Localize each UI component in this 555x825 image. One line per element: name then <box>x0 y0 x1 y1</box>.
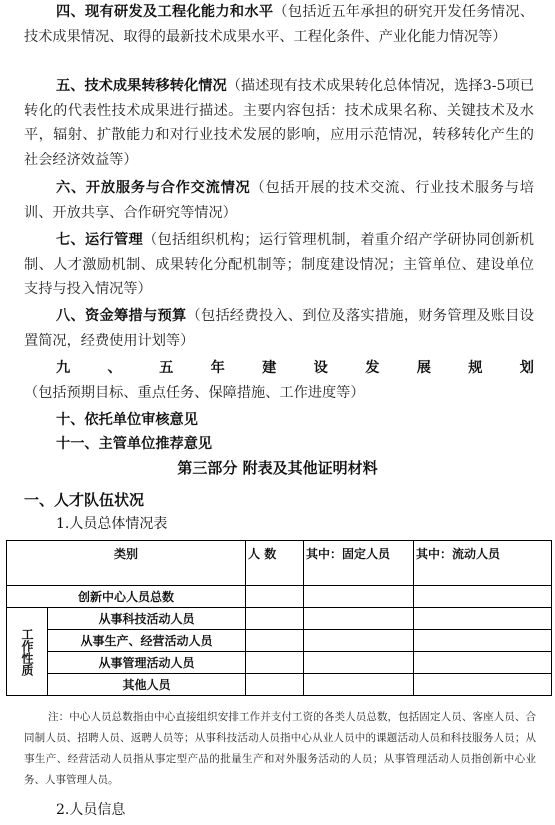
personnel-info-subtitle: 2.人员信息 <box>56 802 126 818</box>
talent-section-title: 一、人才队伍状况 <box>24 491 145 509</box>
row-label: 其他人员 <box>48 674 246 696</box>
work-nature-label: 工作性质 <box>7 608 48 696</box>
section-9-paragraph <box>24 356 534 405</box>
table-row <box>7 608 552 630</box>
header-fixed-staff: 其中：固定人员 <box>304 541 414 586</box>
table-cell <box>246 586 304 608</box>
table-cell <box>304 586 414 608</box>
table-cell <box>246 674 304 696</box>
section-7-description: （包括组织机构；运行管理机制，着重介绍产学研协同创新机制、人才激励机制、成果转化分配机制等；制度建设情况；主管单位、建设单位支持与投入情况等） <box>24 232 534 297</box>
table-row <box>7 674 552 696</box>
table-cell <box>304 608 414 630</box>
section-8-description: （包括经费投入、到位及落实措施，财务管理及账目设置简况，经费使用计划等） <box>24 308 534 349</box>
section-4-paragraph <box>24 0 534 49</box>
section-8-paragraph <box>24 304 534 353</box>
table-row <box>7 630 552 652</box>
section-5-paragraph <box>24 74 534 172</box>
table-cell <box>246 652 304 674</box>
row-label: 从事管理活动人员 <box>48 652 246 674</box>
table-cell <box>414 630 552 652</box>
table-cell <box>304 630 414 652</box>
section-6-heading: 六、开放服务与合作交流情况 <box>56 180 251 196</box>
personnel-overview-subtitle: 1.人员总体情况表 <box>56 516 168 532</box>
table-cell <box>246 608 304 630</box>
section-9-heading: 九、五年建设发展规划 <box>56 360 534 376</box>
header-mobile-staff: 其中：流动人员 <box>414 541 552 586</box>
section-7-paragraph <box>24 228 534 302</box>
section-7-heading: 七、运行管理 <box>56 232 143 248</box>
table-cell <box>304 652 414 674</box>
table-cell <box>414 652 552 674</box>
section-10-heading: 十、依托单位审核意见 <box>56 412 198 428</box>
section-6-paragraph <box>24 176 534 225</box>
table-cell <box>414 674 552 696</box>
section-5-description: （描述现有技术成果转化总体情况，选择3-5项已转化的代表性技术成果进行描述。主要内容包括：技术成果名称、关键技术及水平，辐射、扩散能力和对行业技术发展的影响，应用示范情况，转移转化产生的社会经济效益等） <box>24 78 534 168</box>
personnel-overview-table <box>6 540 552 696</box>
total-staff-label: 创新中心人员总数 <box>7 586 246 608</box>
section-9-description: （包括预期目标、重点任务、保障措施、工作进度等） <box>24 384 365 401</box>
header-category: 类别 <box>7 541 246 586</box>
table-footnote: 注：中心人员总数指由中心直接组织安排工作并支付工资的各类人员总数，包括固定人员、客座人员、合同制人员、招聘人员、返聘人员等；从事科技活动人员指中心从业人员中的课题活动人员和科技服务人员；从事生产、经营活动人员指从事定型产品的批量生产和对外服务活动的人员；从事管理活动人员指创新中心业务、人事管理人员。 <box>24 711 536 786</box>
section-5-heading: 五、技术成果转移转化情况 <box>56 78 227 94</box>
table-header-row <box>7 541 552 586</box>
row-label: 从事生产、经营活动人员 <box>48 630 246 652</box>
section-4-heading: 四、现有研发及工程化能力和水平 <box>56 4 274 20</box>
table-cell <box>304 674 414 696</box>
table-row <box>7 586 552 608</box>
section-6-description: （包括开展的技术交流、行业技术服务与培训、开放共享、合作研究等情况） <box>24 180 534 221</box>
table-cell <box>414 586 552 608</box>
section-8-heading: 八、资金筹措与预算 <box>56 308 187 324</box>
table-cell <box>414 608 552 630</box>
header-count: 人 数 <box>246 541 304 586</box>
table-row <box>7 652 552 674</box>
row-label: 从事科技活动人员 <box>48 608 246 630</box>
table-cell <box>246 630 304 652</box>
section-4-description: （包括近五年承担的研究开发任务情况、技术成果情况、取得的最新技术成果水平、工程化条件、产业化能力情况等） <box>24 4 534 45</box>
section-11-heading: 十一、主管单位推荐意见 <box>56 436 213 452</box>
part-three-title: 第三部分 附表及其他证明材料 <box>177 459 378 477</box>
